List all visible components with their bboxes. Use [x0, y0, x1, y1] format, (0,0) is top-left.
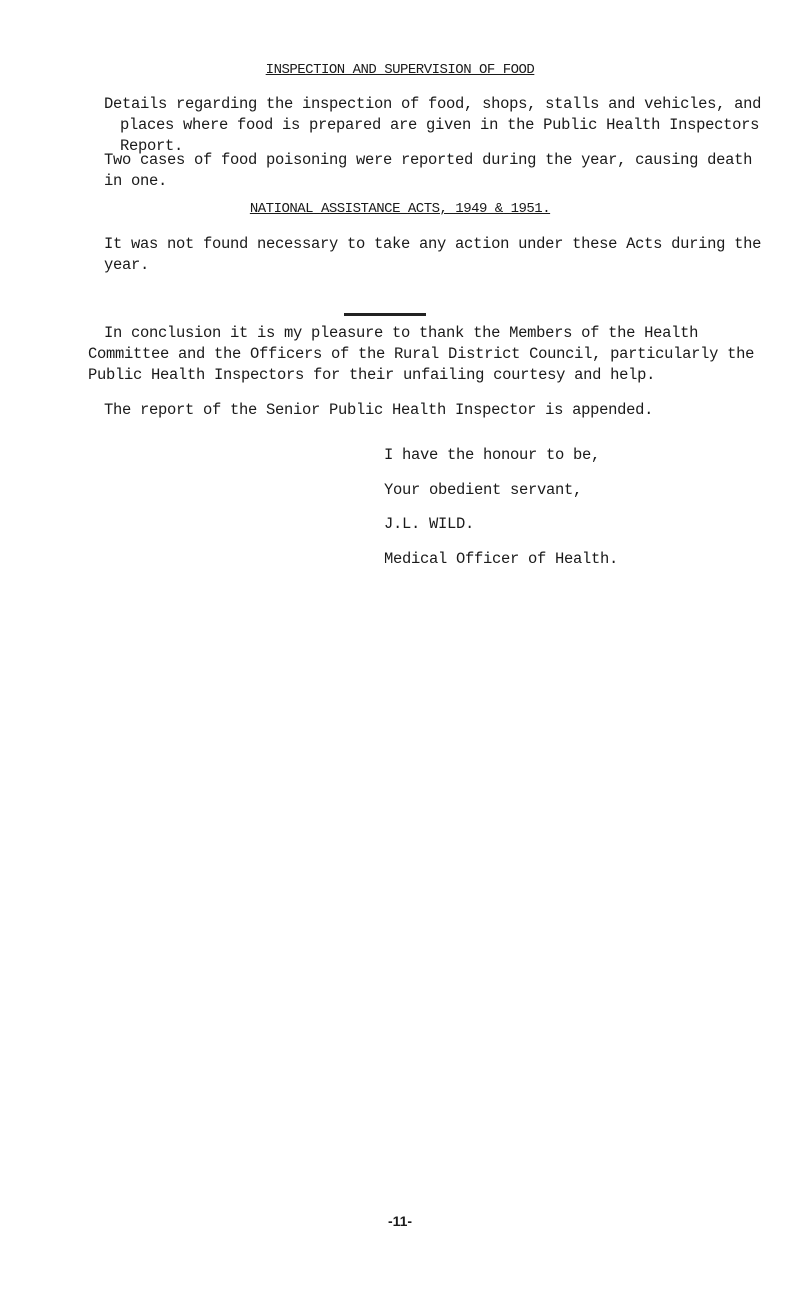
section-divider: [344, 313, 426, 316]
signoff-name: J.L. WILD.: [384, 515, 475, 533]
paragraph-conclusion: In conclusion it is my pleasure to thank the Members of the Health Committee and the Officers of the Rural District Council, particularly the Public Health Inspectors for their unfailing courtesy and help.: [88, 324, 755, 384]
paragraph-food-poisoning: Two cases of food poisoning were reported during the year, causing death in one.: [104, 151, 753, 190]
paragraph-no-action: It was not found necessary to take any action under these Acts during the year.: [104, 235, 762, 274]
page-number: -11-: [387, 1213, 413, 1229]
heading-national-assistance: NATIONAL ASSISTANCE ACTS, 1949 & 1951.: [249, 201, 551, 217]
signoff-honour: I have the honour to be,: [384, 446, 601, 464]
signoff-title: Medical Officer of Health.: [384, 550, 619, 568]
paragraph-food-details: Details regarding the inspection of food, shops, stalls and vehicles, and places where food is prepared are given in the Public Health Inspectors Report.: [104, 95, 762, 155]
heading-food-inspection: INSPECTION AND SUPERVISION OF FOOD: [265, 62, 535, 78]
signoff-servant: Your obedient servant,: [384, 481, 583, 499]
paragraph-report-appended: The report of the Senior Public Health Inspector is appended.: [104, 401, 654, 419]
